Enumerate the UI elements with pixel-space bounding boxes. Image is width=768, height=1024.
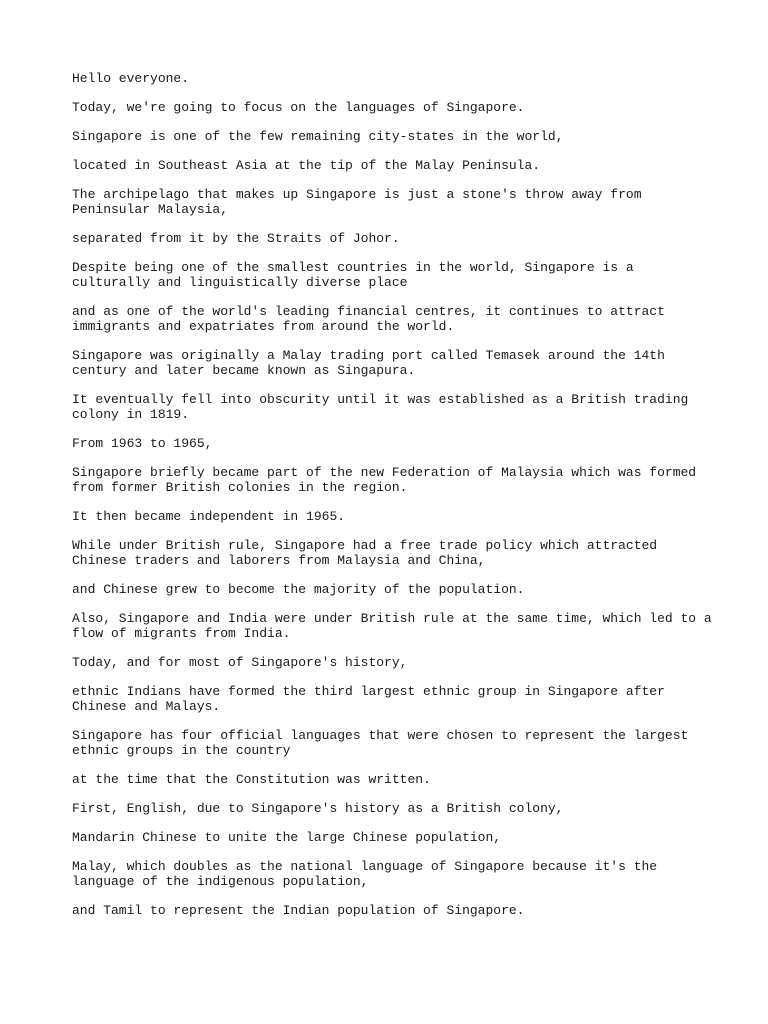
paragraph: Singapore has four official languages that were chosen to represent the largest ethnic groups in the country [72,728,689,758]
paragraph: ethnic Indians have formed the third largest ethnic group in Singapore after Chinese and Malays. [72,684,665,714]
paragraph: Singapore briefly became part of the new Federation of Malaysia which was formed from former British colonies in the region. [72,465,697,495]
paragraph: Hello everyone. [72,71,190,86]
paragraph: Malay, which doubles as the national language of Singapore because it's the language of the indigenous population, [72,859,658,889]
paragraph: The archipelago that makes up Singapore is just a stone's throw away from Peninsular Malaysia, [72,187,642,217]
paragraph: Also, Singapore and India were under British rule at the same time, which led to a flow of migrants from India. [72,611,712,641]
paragraph: and as one of the world's leading financial centres, it continues to attract immigrants and expatriates from around the world. [72,304,665,334]
paragraph: First, English, due to Singapore's history as a British colony, [72,801,564,816]
paragraph: Singapore was originally a Malay trading port called Temasek around the 14th century and later became known as Singapura. [72,348,665,378]
document-page [72,71,712,932]
paragraph: at the time that the Constitution was written. [72,772,431,787]
paragraph: It eventually fell into obscurity until it was established as a British trading colony in 1819. [72,392,689,422]
paragraph: Singapore is one of the few remaining city-states in the world, [72,129,564,144]
paragraph: and Chinese grew to become the majority of the population. [72,582,525,597]
paragraph: Today, we're going to focus on the languages of Singapore. [72,100,525,115]
paragraph: separated from it by the Straits of Johor. [72,231,400,246]
paragraph: and Tamil to represent the Indian population of Singapore. [72,903,525,918]
paragraph: While under British rule, Singapore had a free trade policy which attracted Chinese traders and laborers from Malaysia and China, [72,538,658,568]
paragraph: Today, and for most of Singapore's history, [72,655,408,670]
paragraph: It then became independent in 1965. [72,509,346,524]
paragraph: Despite being one of the smallest countries in the world, Singapore is a culturally and linguistically diverse place [72,260,634,290]
paragraph: located in Southeast Asia at the tip of the Malay Peninsula. [72,158,541,173]
paragraph: From 1963 to 1965, [72,436,213,451]
paragraph: Mandarin Chinese to unite the large Chinese population, [72,830,502,845]
